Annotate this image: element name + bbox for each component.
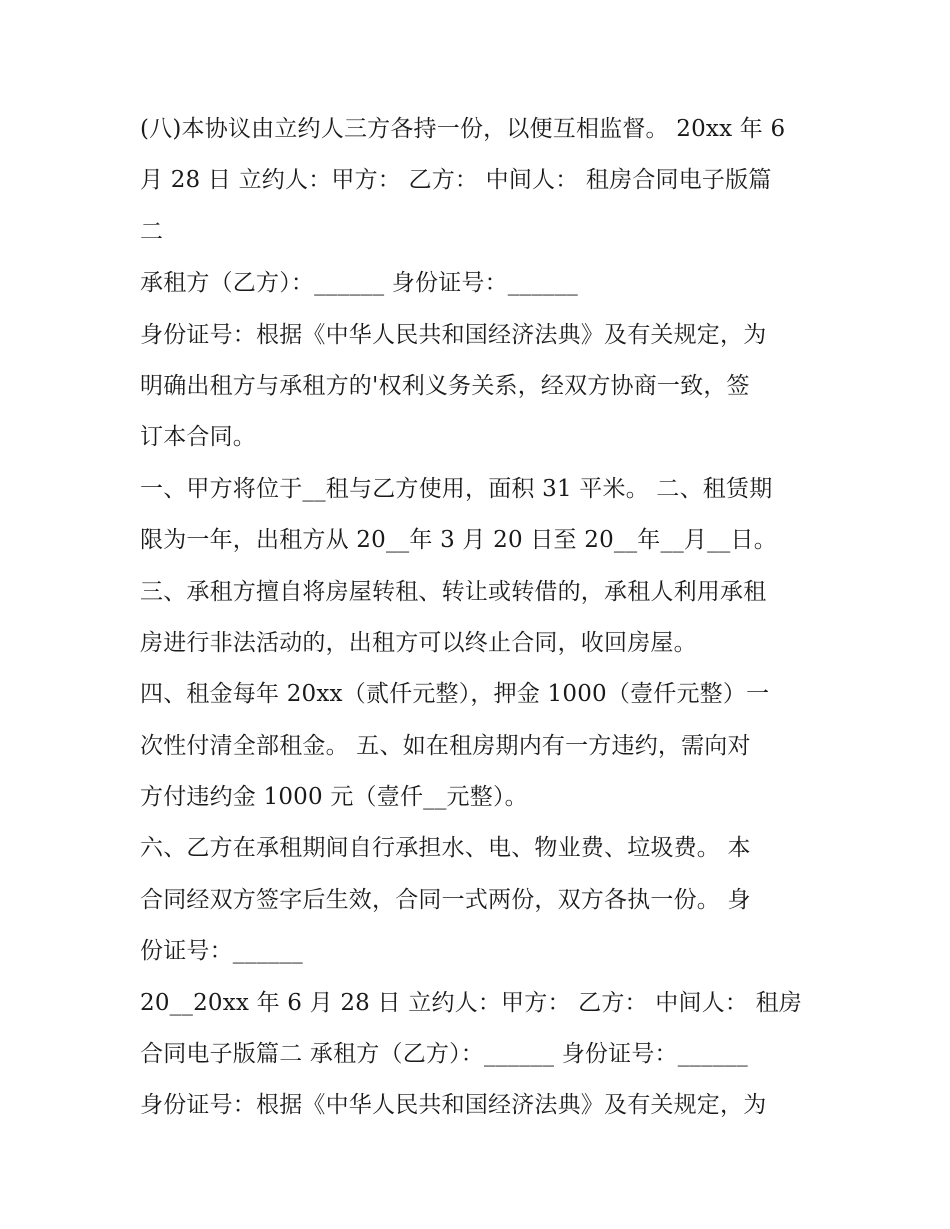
text-line: 月 28 日 立约人：甲方： 乙方： 中间人： 租房合同电子版篇: [140, 167, 772, 194]
text-line: 三、承租方擅自将房屋转租、转让或转借的，承租人利用承租: [140, 578, 767, 605]
text-line: 二: [140, 218, 164, 245]
text-line: 四、租金每年 20xx（贰仟元整），押金 1000（壹仟元整）一: [140, 681, 770, 708]
text-line: 份证号：______: [140, 938, 303, 965]
text-line: 合同电子版篇二 承租方（乙方）：______ 身份证号：______: [140, 1041, 748, 1068]
text-line: 身份证号：根据《中华人民共和国经济法典》及有关规定，为: [140, 1092, 767, 1119]
text-line: 身份证号：根据《中华人民共和国经济法典》及有关规定，为: [140, 321, 767, 348]
text-line: 明确出租方与承租方的'权利义务关系，经双方协商一致，签: [140, 372, 750, 399]
text-line: 合同经双方签字后生效，合同一式两份，双方各执一份。 身: [140, 886, 751, 913]
text-line: 限为一年，出租方从 20__年 3 月 20 日至 20__年__月__日。: [140, 527, 777, 554]
document-body: [140, 104, 830, 1132]
text-line: 房进行非法活动的，出租方可以终止合同，收回房屋。: [140, 629, 697, 656]
text-line: 方付违约金 1000 元（壹仟__元整）。: [140, 784, 528, 811]
text-line: 订本合同。: [140, 424, 256, 451]
text-line: (八)本协议由立约人三方各持一份，以便互相监督。 20xx 年 6: [140, 116, 786, 142]
text-line: 次性付清全部租金。 五、如在租房期内有一方违约，需向对: [140, 732, 751, 759]
text-line: 一、甲方将位于__租与乙方使用，面积 31 平米。 二、租赁期: [140, 475, 773, 502]
text-line: 六、乙方在承租期间自行承担水、电、物业费、垃圾费。 本: [140, 835, 751, 862]
text-line: 承租方（乙方）：______ 身份证号：______: [140, 270, 579, 297]
text-line: 20__20xx 年 6 月 28 日 立约人：甲方： 乙方： 中间人： 租房: [140, 989, 802, 1016]
